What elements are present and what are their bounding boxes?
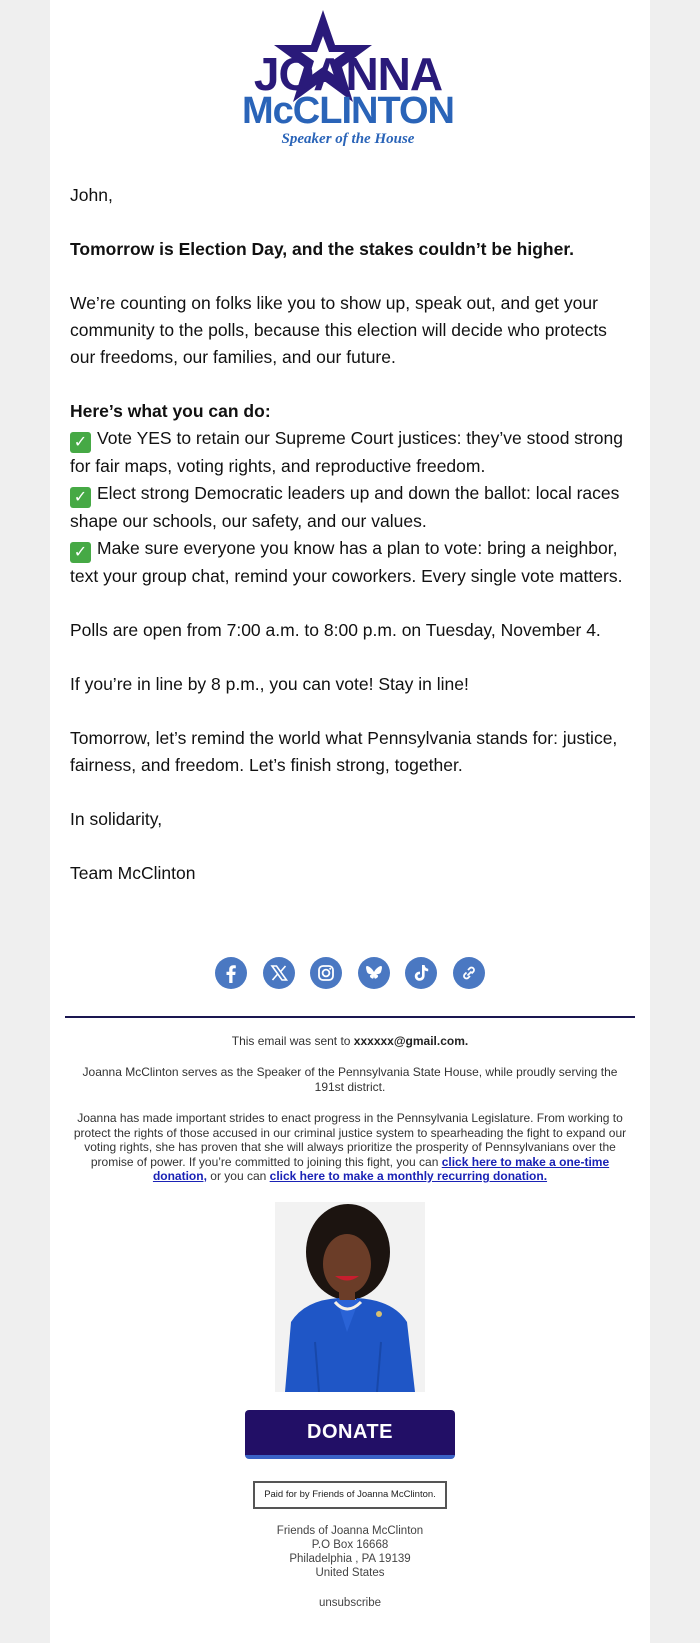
list-heading: Here’s what you can do: [70,401,271,421]
signature: Team McClinton [70,863,196,883]
checkmark-icon: ✓ [70,542,91,563]
paragraph-intro: We’re counting on folks like you to show up, speak out, and get your community to the polls, because this election will decide who protects our freedoms, our families, and our future. [70,293,607,367]
message-copy [70,182,630,914]
stay-in-line: If you’re in line by 8 p.m., you can vote! Stay in line! [70,674,469,694]
monthly-donation-link[interactable]: click here to make a monthly recurring donation. [269,1169,548,1183]
list-item: ✓ Vote YES to retain our Supreme Court justices: they’ve stood strong for fair maps, voting rights, and reproductive freedom. [70,428,623,476]
list-item: ✓ Make sure everyone you know has a plan to vote: bring a neighbor, text your group chat, remind your coworkers. Every single vote matters. [70,538,623,586]
list-item: ✓ Elect strong Democratic leaders up and down the ballot: local races shape our schools, our safety, and our values. [70,483,620,531]
headline: Tomorrow is Election Day, and the stakes couldn’t be higher. [70,239,575,259]
logo-line2: McCLINTON [242,90,454,132]
unsubscribe-link[interactable]: unsubscribe [318,1597,381,1609]
closing-paragraph: Tomorrow, let’s remind the world what Pennsylvania stands for: justice, fairness, and freedom. Let’s finish strong, together. [70,728,618,775]
donate-button[interactable]: DONATE [245,1410,455,1459]
facebook-icon[interactable] [215,957,247,989]
social-links [50,957,650,989]
greeting: John, [70,185,113,205]
instagram-icon[interactable] [310,957,342,989]
polls-hours: Polls are open from 7:00 a.m. to 8:00 p.m. on Tuesday, November 4. [70,620,601,640]
signoff: In solidarity, [70,809,163,829]
link-icon[interactable] [453,957,485,989]
one-time-donation-link[interactable]: click here to make a one-time donation, [152,1154,610,1183]
tiktok-icon[interactable] [405,957,437,989]
sent-to-notice: This email was sent to xxxxxx@gmail.com. [231,1034,469,1048]
role-statement: Joanna McClinton serves as the Speaker of the Pennsylvania State House, while proudly serving the 191st district. [82,1065,618,1094]
checkmark-icon: ✓ [70,432,91,453]
logo-line1: JOANNA [253,48,443,100]
bluesky-icon[interactable] [358,957,390,989]
logo-tagline: Speaker of the House [281,131,415,147]
email-body [50,0,650,1643]
checkmark-icon: ✓ [70,487,91,508]
paid-for-disclaimer: Paid for by Friends of Joanna McClinton. [253,1481,447,1509]
about-statement: Joanna has made important strides to enact progress in the Pennsylvania Legislature. From working to protect the rights of those accused in our criminal justice system to spearheading the fight to expand our voting rights, she has proven that she will always prioritize the prosperity of Pennsylvanians over the promise of power. If you’re committed to joining this fight, you can click here to make a one-time donation, or you can click here to make a monthly recurring donation. [73,1111,627,1183]
x-icon[interactable] [263,957,295,989]
footer-divider [65,1016,635,1018]
candidate-photo [275,1202,425,1392]
campaign-logo [50,8,650,158]
mailing-address: Friends of Joanna McClinton P.O Box 16668 Philadelphia , PA 19139 United States [276,1525,424,1579]
recipient-email: xxxxxx@gmail.com. [353,1034,469,1048]
